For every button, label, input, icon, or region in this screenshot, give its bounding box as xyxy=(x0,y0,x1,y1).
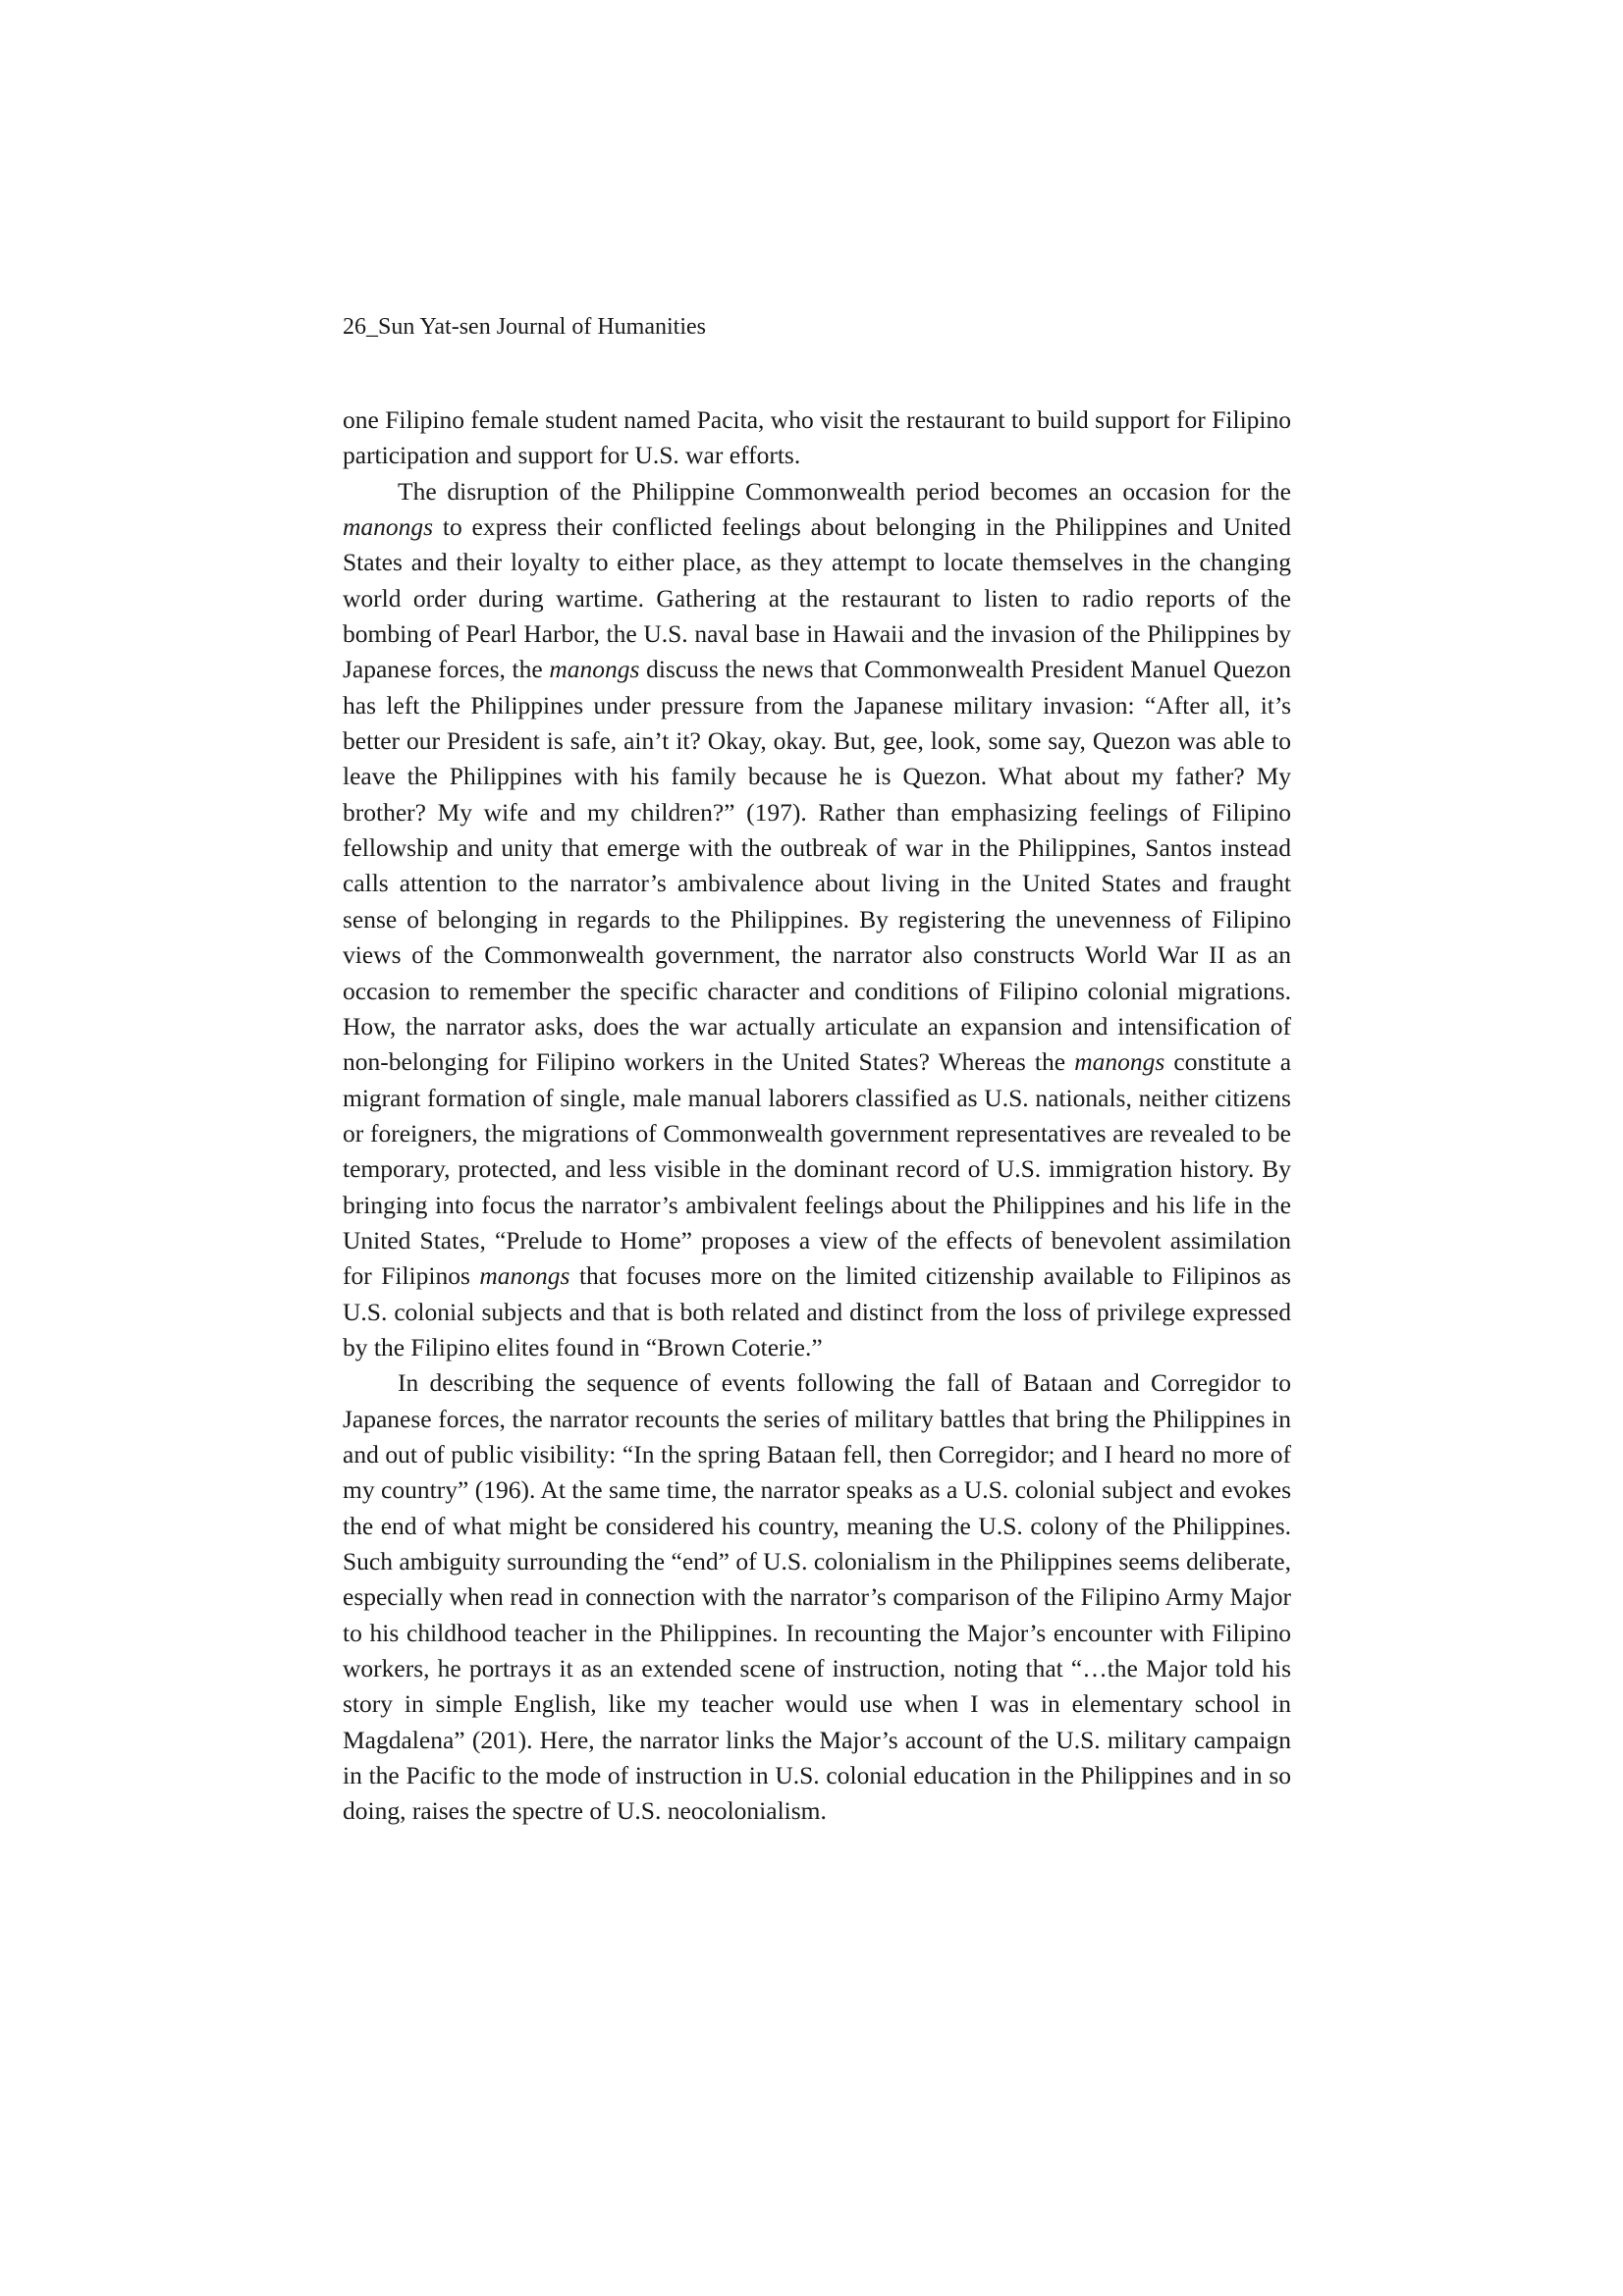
italic-term: manongs xyxy=(479,1261,570,1291)
paragraph-1 xyxy=(343,402,1291,474)
paragraph-2 xyxy=(343,474,1291,1366)
italic-term: manongs xyxy=(343,512,434,542)
body-text xyxy=(343,402,1291,1830)
text-run: In describing the sequence of events following the fall of Bataan and Corregidor to Japanese forces, the narrator recounts the series of military battles that bring the Philippines in and out of public visibility: “In the spring Bataan fell, then Corregidor; and I heard no more of my country” (196). At the same time, the narrator speaks as a U.S. colonial subject and evokes the end of what might be considered his country, meaning the U.S. colony of the Philippines. Such ambiguity surrounding the “end” of U.S. colonialism in the Philippines seems deliberate, especially when read in connection with the narrator’s comparison of the Filipino Army Major to his childhood teacher in the Philippines. In recounting the Major’s encounter with Filipino workers, he portrays it as an extended scene of instruction, noting that “…the Major told his story in simple English, like my teacher would use when I was in elementary school in Magdalena” (201). Here, the narrator links the Major’s account of the U.S. military campaign in the Pacific to the mode of instruction in U.S. colonial education in the Philippines and in so doing, raises the spectre of U.S. neocolonialism. xyxy=(343,1368,1291,1826)
text-run: constitute a migrant formation of single, male manual laborers classified as U.S. nationals, neither citizens or foreigners, the migrations of Commonwealth government representatives are revealed to be temporary, protected, and less visible in the dominant record of U.S. immigration history. By bringing into focus the narrator’s ambivalent feelings about the Philippines and his life in the United States, “Prelude to Home” proposes a view of the effects of benevolent assimilation for Filipinos xyxy=(343,1047,1292,1291)
italic-term: manongs xyxy=(549,655,640,684)
paragraph-3 xyxy=(343,1365,1291,1829)
text-run: The disruption of the Philippine Commonwealth period becomes an occasion for the xyxy=(398,476,1291,506)
text-run: to express their conflicted feelings about belonging in the Philippines and United States and their loyalty to either place, as they attempt to locate themselves in the changing world order during wartime. Gathering at the restaurant to listen to radio reports of the bombing of Pearl Harbor, the U.S. naval base in Hawaii and the invasion of the Philippines by Japanese forces, the xyxy=(343,512,1291,684)
running-head: 26_Sun Yat-sen Journal of Humanities xyxy=(343,314,706,340)
text-run: one Filipino female student named Pacita, who visit the restaurant to build support for Filipino participation and support for U.S. war efforts. xyxy=(343,405,1291,470)
text-run: discuss the news that Commonwealth President Manuel Quezon has left the Philippines under pressure from the Japanese military invasion: “After all, it’s better our President is safe, ain’t it? Okay, okay. But, gee, look, some say, Quezon was able to leave the Philippines with his family because he is Quezon. What about my father? My brother? My wife and my children?” (197). Rather than emphasizing feelings of Filipino fellowship and unity that emerge with the outbreak of war in the Philippines, Santos instead calls attention to the narrator’s ambivalence about living in the United States and fraught sense of belonging in regards to the Philippines. By registering the unevenness of Filipino views of the Commonwealth government, the narrator also constructs World War II as an occasion to remember the specific character and conditions of Filipino colonial migrations. How, the narrator asks, does the war actually articulate an expansion and intensification of non-belonging for Filipino workers in the United States? Whereas the xyxy=(343,655,1292,1077)
text-run: that focuses more on the limited citizenship available to Filipinos as U.S. colonial subjects and that is both related and distinct from the loss of privilege expressed by the Filipino elites found in “Brown Coterie.” xyxy=(343,1261,1291,1362)
italic-term: manongs xyxy=(1074,1047,1165,1077)
